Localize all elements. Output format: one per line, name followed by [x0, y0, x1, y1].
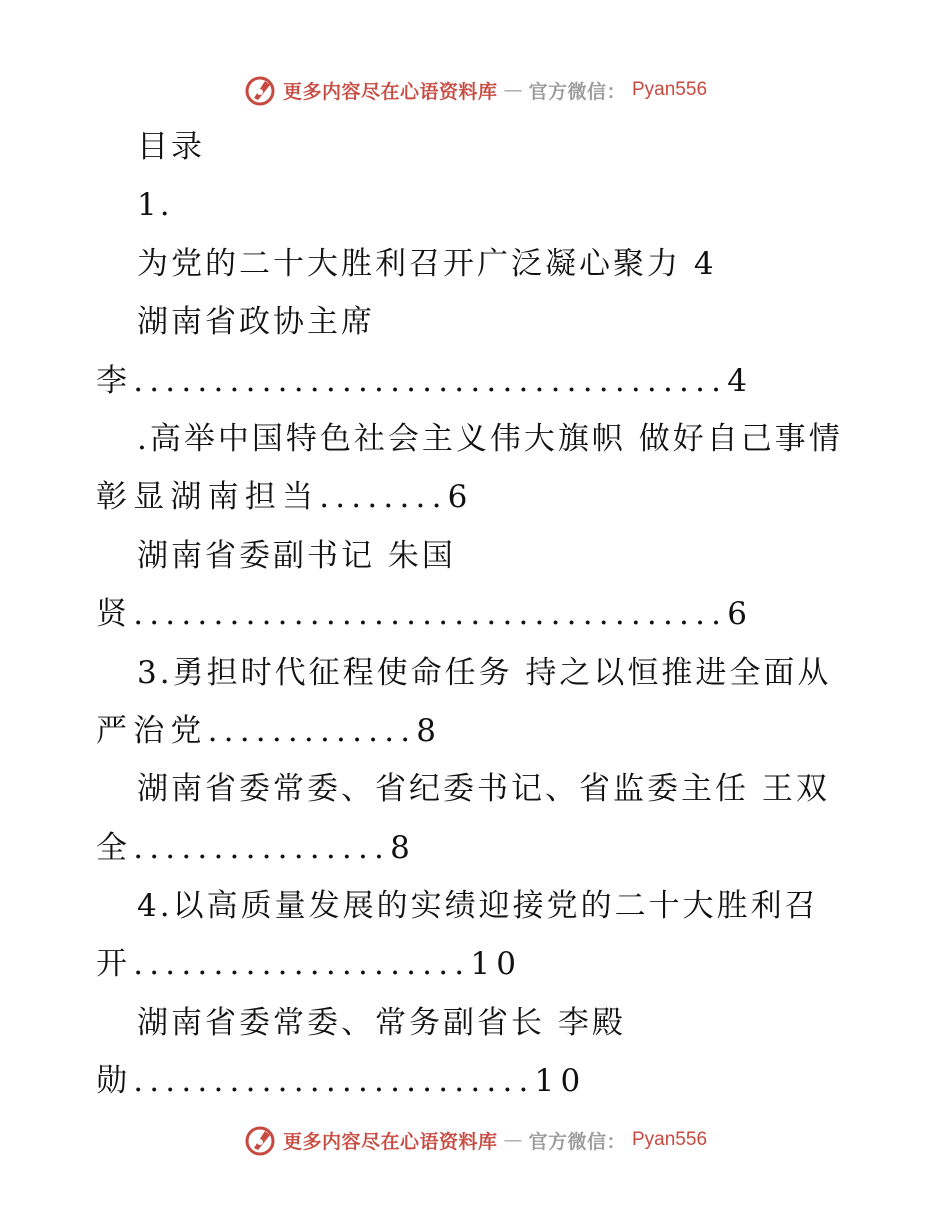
toc-line: 全................8 [96, 829, 416, 866]
watermark-site-text: 更多内容尽在心语资料库 [282, 1130, 498, 1153]
toc-line: 湖南省委常委、省纪委书记、省监委主任 王双 [137, 771, 830, 808]
pen-nib-circle-icon [243, 73, 277, 107]
watermark-official-label: 官方微信： [528, 80, 626, 103]
toc-line: 湖南省政协主席 [137, 304, 375, 341]
toc-line: 湖南省委常委、常务副省长 李殿 [137, 1004, 626, 1041]
toc-line: 湖南省委副书记 朱国 [137, 537, 456, 574]
toc-line: 勋.........................10 [96, 1063, 587, 1100]
watermark-wechat-id: Pyan556 [632, 79, 708, 100]
toc-line: 1. [137, 187, 173, 224]
pen-nib-circle-icon [243, 1123, 277, 1157]
toc-line: 4.以高质量发展的实绩迎接党的二十大胜利召 [137, 888, 819, 925]
footer-watermark [0, 1118, 950, 1162]
header-watermark [0, 68, 950, 112]
toc-line: 贤.....................................6 [96, 596, 754, 633]
toc-line: 李.....................................4 [96, 362, 754, 399]
toc-line: 严治党.............8 [96, 712, 443, 749]
watermark-content [243, 73, 707, 107]
toc-line: 3.勇担时代征程使命任务 持之以恒推进全面从 [137, 654, 832, 691]
toc-line: 为党的二十大胜利召开广泛凝心聚力 4 [137, 245, 717, 282]
watermark-site-text: 更多内容尽在心语资料库 [282, 80, 498, 103]
toc-line: .高举中国特色社会主义伟大旗帜 做好自己事情 [137, 420, 843, 457]
watermark-content [243, 1123, 707, 1157]
toc-heading: 目录 [137, 129, 205, 165]
watermark-official-label: 官方微信： [528, 1130, 626, 1153]
toc-line: 开.....................10 [96, 946, 523, 983]
watermark-wechat-id: Pyan556 [632, 1129, 708, 1150]
table-of-contents [96, 118, 886, 1111]
watermark-dash: — [503, 79, 523, 101]
watermark-dash: — [503, 1129, 523, 1151]
toc-line: 彰显湖南担当........6 [96, 479, 474, 516]
